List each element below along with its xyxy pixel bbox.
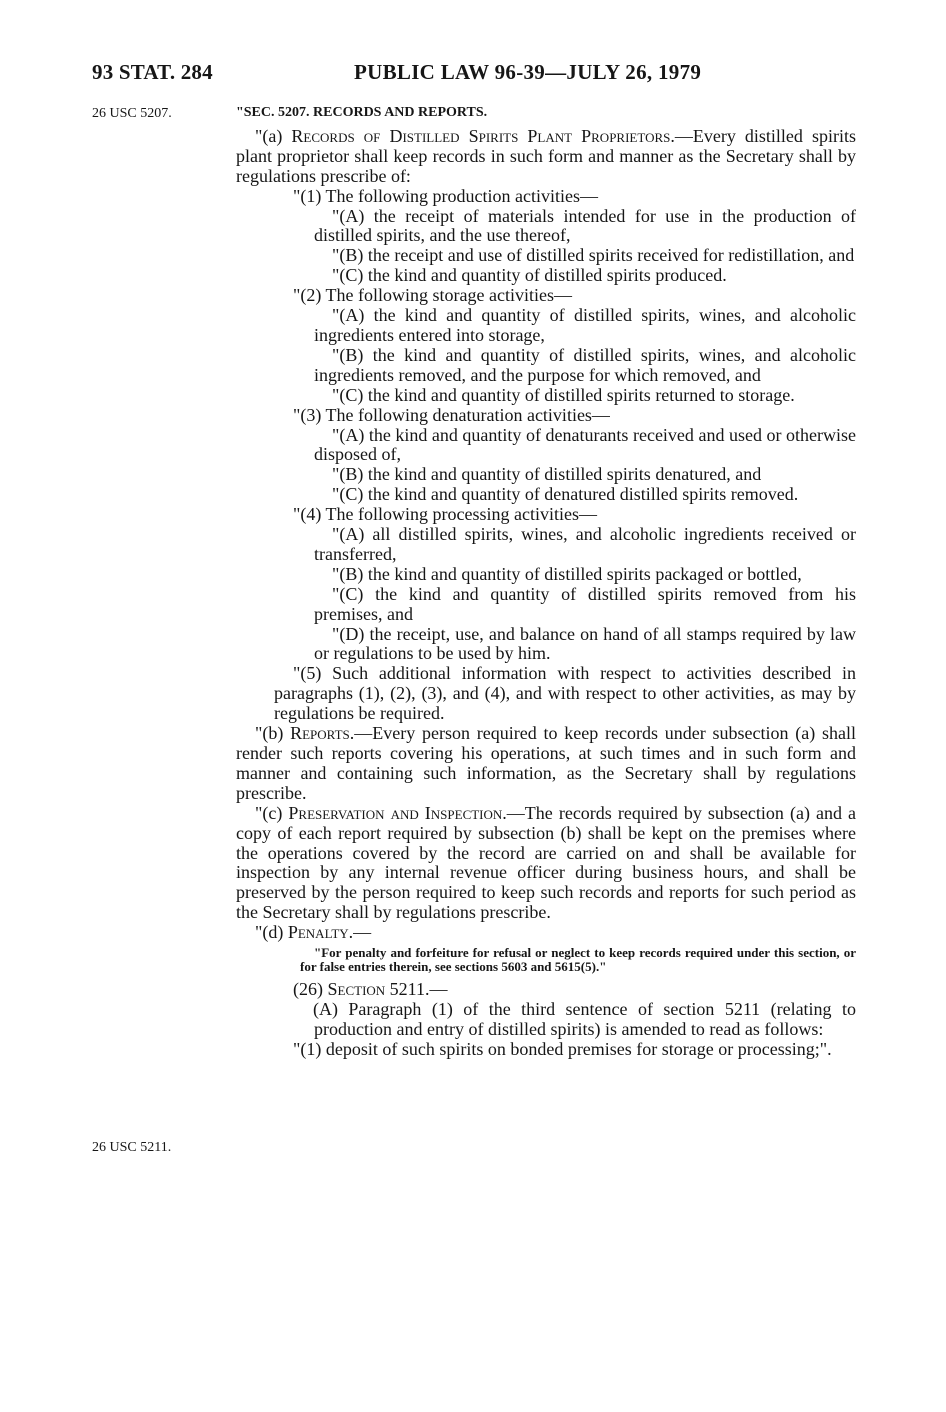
paragraph-2a: "(A) the kind and quantity of distilled spirits, wines, and alcoholic ingredients entered into storage, (314, 305, 856, 345)
paragraph-1: "(1) The following production activities— (293, 185, 598, 206)
penalty-note: "For penalty and forfeiture for refusal or neglect to keep records required under this section, or for false entries therein, see sections 5603 and 5615(5)." (300, 945, 856, 975)
subsection-a-heading: Records of Distilled Spirits Plant Proprietors. (291, 125, 675, 146)
page-title: PUBLIC LAW 96-39—JULY 26, 1979 (354, 60, 702, 84)
subsection-a-text: —Every distilled spirits plant proprietor shall keep records in such form and manner as the Secretary shall by regulations prescribe of: (236, 125, 857, 186)
subsection-b (236, 724, 856, 804)
subsection-a (236, 127, 856, 187)
paragraph-3c: "(C) the kind and quantity of denatured distilled spirits removed. (332, 484, 799, 505)
subsection-d-heading: Penalty. (287, 922, 354, 943)
paragraph-4d: "(D) the receipt, use, and balance on hand of all stamps required by law or regulations to be used by him. (314, 623, 856, 664)
paragraph-3: "(3) The following denaturation activities— (293, 404, 610, 425)
paragraph-1b: "(B) the receipt and use of distilled spirits received for redistillation, and (332, 245, 855, 266)
paragraph-2c: "(C) the kind and quantity of distilled spirits returned to storage. (332, 384, 795, 405)
margin-note-usc-5207: 26 USC 5207. (92, 106, 172, 121)
amendment-quote: "(1) deposit of such spirits on bonded premises for storage or processing;". (293, 1038, 832, 1059)
paragraph-5: "(5) Such additional information with respect to activities described in paragraphs (1), (2), (3), and (4), and with respect to other activities, as may by regulations be required. (274, 663, 856, 724)
subsection-a-lead: "(a) (255, 125, 292, 146)
amendment-26 (236, 980, 856, 1000)
amendment-26-heading-tail: — (429, 979, 448, 1000)
document-body (236, 103, 856, 1060)
paragraph-4a: "(A) all distilled spirits, wines, and alcoholic ingredients received or transferred, (314, 524, 856, 564)
paragraph-4: "(4) The following processing activities— (293, 504, 597, 525)
paragraph-3a: "(A) the kind and quantity of denaturants received and used or otherwise disposed of, (314, 424, 856, 465)
subsection-d (236, 923, 856, 943)
subsection-b-lead: "(b) (255, 723, 291, 744)
paragraph-2b: "(B) the kind and quantity of distilled spirits, wines, and alcoholic ingredients removed, and the purpose for which removed, and (314, 344, 856, 385)
paragraph-3b: "(B) the kind and quantity of distilled spirits denatured, and (332, 464, 762, 485)
subsection-c-text: —The records required by subsection (a) and a copy of each report required by subsection (b) shall be kept on the premises where the operations covered by the record are carried on and shall be available for inspection by any internal revenue officer during business hours, and shall be preserved by the person required to keep such records and reports for such period as the Secretary shall by regulations prescribe. (236, 802, 857, 923)
section-title: "SEC. 5207. RECORDS AND REPORTS. (236, 105, 488, 120)
margin-note-usc-5211: 26 USC 5211. (92, 1140, 172, 1155)
paragraph-4b: "(B) the kind and quantity of distilled spirits packaged or bottled, (332, 563, 802, 584)
amendment-26-heading: Section 5211. (327, 979, 430, 1000)
subsection-b-text: —Every person required to keep records under subsection (a) shall render such reports covering his operations, at such times and in such form and manner and containing such information, as the Secretary shall by regulations prescribe. (236, 723, 856, 803)
subsection-c-lead: "(c) (255, 802, 289, 823)
paragraph-1a: "(A) the receipt of materials intended for use in the production of distilled spirits, and the use thereof, (314, 205, 856, 246)
stat-reference: 93 STAT. 284 (92, 60, 213, 84)
amendment-26-lead: (26) (293, 979, 328, 1000)
subsection-b-heading: Reports. (290, 723, 355, 744)
amendment-26a: (A) Paragraph (1) of the third sentence of section 5211 (relating to production and entry of distilled spirits) is amended to read as follows: (313, 998, 856, 1039)
paragraph-1c: "(C) the kind and quantity of distilled spirits produced. (332, 265, 727, 286)
subsection-c (236, 804, 856, 923)
subsection-d-lead: "(d) (255, 922, 288, 943)
paragraph-2: "(2) The following storage activities— (293, 285, 572, 306)
subsection-d-text: — (353, 922, 372, 943)
paragraph-4c: "(C) the kind and quantity of distilled spirits removed from his premises, and (314, 583, 856, 624)
subsection-c-heading: Preservation and Inspection. (288, 802, 507, 823)
